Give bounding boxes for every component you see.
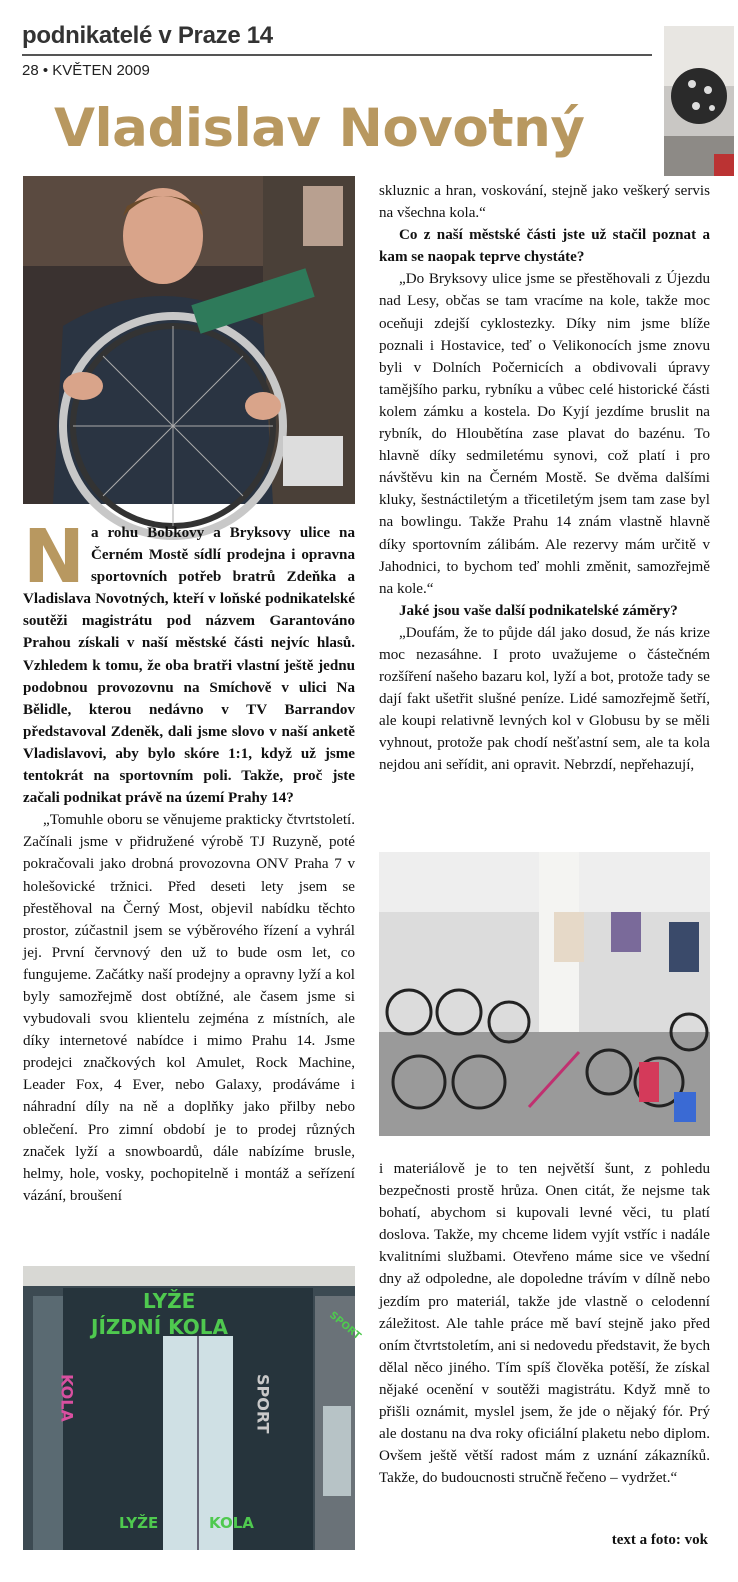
issue-info: 28 • KVĚTEN 2009 — [22, 62, 150, 79]
question-2: Co z naší městské části jste už stačil poznat a kam se naopak teprve chystáte? — [379, 227, 710, 266]
photo-credit: text a foto: vok — [611, 1532, 708, 1548]
paragraph-3: „Doufám, že to půjde dál jako dosud, že nás krize moc nezasáhne. I proto uvažujeme o částečném rozšíření našeho bazaru kol, lyží a bot, protože tady se dají fakt ušetřit slušné peníze. Lidé samozřejmě šetří, ale koupi relativně levných kol v Globusu by se měli vyhnout, protože pak chodí nešťastní sem, ale ta kola nejdou ani seřídit, ani opravit. Nebrzdí, nepřehazují, — [379, 624, 710, 774]
article-column-right-top — [379, 180, 710, 777]
header-divider — [22, 54, 652, 56]
paragraph-1-continued: skluznic a hran, voskování, stejně jako veškerý servis na všechna kola.“ — [379, 183, 710, 222]
article-headline: Vladislav Novotný — [54, 98, 585, 159]
storefront-sign-bottom-right: KOLA — [209, 1514, 254, 1532]
lead-text: a rohu Bobkovy a Bryksovy ulice na Černém Mostě sídlí prodejna i opravna sportovních potřeb bratrů Zdeňka a Vladislava Novotných, kteří v loňské podnikatelské soutěži magistrátu pod názvem Garantováno Prahou získali v naší městské části nejvíc hlasů. Vzhledem k tomu, že oba bratři vlastní ještě jednu podobnou provozovnu na Smíchově v ulici Na Bělidle, kterou nedávno v TV Barrandov představoval Zdeněk, dali jsme slovo v naší anketě Vladislavovi, aby bylo skóre 1:1, když už jsme tentokrát na sportovním poli. Takže, proč jste začali podnikat právě na území Prahy 14? — [23, 525, 355, 807]
storefront-sign-left: KOLA — [57, 1374, 77, 1422]
drop-cap: N — [23, 514, 85, 600]
paragraph-1: „Tomuhle oboru se věnujeme prakticky čtvrtstoletí. Začínali jsme v přidružené výrobě TJ Ruzyně, poté pokračovali jako drobná provozovna ONV Praha 7 v holešovické tržnici. Před deseti lety jsem se přestěhoval na Černý Most, objevil nabídku těchto prostor, zúčastnil jsem se výběrového řízení a vyhrál jej. První červnový den už to bude osm let, co fungujeme. Začátky naší prodejny a opravny lyží a kol byly samozřejmě dost obtížné, ale časem jsme si vybudovali svou klientelu zejména z místních, ale díky internetové nabídce i mimo Prahu 14. Jsme prodejci značkových kol Amulet, Rock Machine, Leader Fox, 4 Ever, nebo Galaxy, prodáváme i náhradní díly na ně a doplňky jako přilby nebo oblečení. Pro zimní období je to prodej různých značek lyží a snowboardů, dále nabízíme brusle, helmy, hole, vosky, pochopitelně i montáž a seřízení vázání, broušení — [23, 812, 355, 1204]
svg-text:SPORT: SPORT — [327, 1309, 363, 1343]
paragraph-3-continued: i materiálově je to ten největší šunt, z pohledu bezpečnosti prostě hrůza. Onen citát, že nejsme tak bohatí, abychom si kupovali levné věci, tu platí doslova. Takže, my chceme lidem vyjít vstříc i nadále kvalitními službami. Otevřeno máme sice ve všední dny až odpoledne, ale dopoledne trávím v dílně nebo jezdím pro materiál, takže jde vlastně o celodenní záležitost. Ale tahle práce mě baví stejně jako před oním čtvrtstoletím, ani si nedovedu představit, že bych dělal něco jiného. Tím spíš člověka potěší, že získal nějaké ocenění v soutěži magistrátu. Když mně to přišli oznámit, myslel jsem, že jde o nějaký fór. Prý ale dostanu na dva roky oficiální plaketu nebo diplom. Ovšem ještě větší radost mám z uznání zákazníků. Takže, do budoucnosti stručně řečeno – vydržet.“ — [379, 1161, 710, 1487]
article-column-right-bottom — [379, 1158, 710, 1489]
article-lead — [23, 514, 355, 809]
question-3: Jaké jsou vaše další podnikatelské záměry? — [399, 602, 678, 619]
portrait-photo — [23, 176, 355, 504]
storefront-sign-right: SPORT — [253, 1374, 273, 1434]
corner-photo — [664, 26, 734, 176]
storefront-sign-middle: JÍZDNÍ KOLA — [91, 1315, 228, 1339]
article-column-left — [23, 514, 355, 1207]
storefront-sign-top: LYŽE — [143, 1289, 196, 1313]
paragraph-2: „Do Bryksovy ulice jsme se přestěhovali z Újezdu nad Lesy, občas se tam vracíme na kole, takže moc oceňuji zdejší cyklostezky. Díky nim jsme blíže poznali i Hostavice, teď o Velikonocích jsme znovu byli v Dolních Počernicích a obdivovali úpravy tamějšího parku, rybníku a vůbec celé historické části kolem zámku a kostela. Do Kyjí jezdíme bruslit na rybník, do Hloubětína zase plavat do bazénu. To hlavně díky sedmiletému synovi, což platí i pro návštěvu kin na Černém Mostě. Se dvěma dalšími kluky, šestnáctiletým a třicetiletým jsem tam zase byl na bowlingu. Takže Prahu 14 znám vlastně hlavně díky sportovním zálibám. Ale rezervy mám určitě v Jahodnici, to bychom teď mohli změnit, samozřejmě na kole.“ — [379, 271, 710, 597]
storefront-photo — [23, 1266, 363, 1550]
shop-interior-photo — [379, 852, 710, 1136]
storefront-sign-bottom-left: LYŽE — [119, 1514, 159, 1532]
section-title: podnikatelé v Praze 14 — [22, 22, 273, 49]
